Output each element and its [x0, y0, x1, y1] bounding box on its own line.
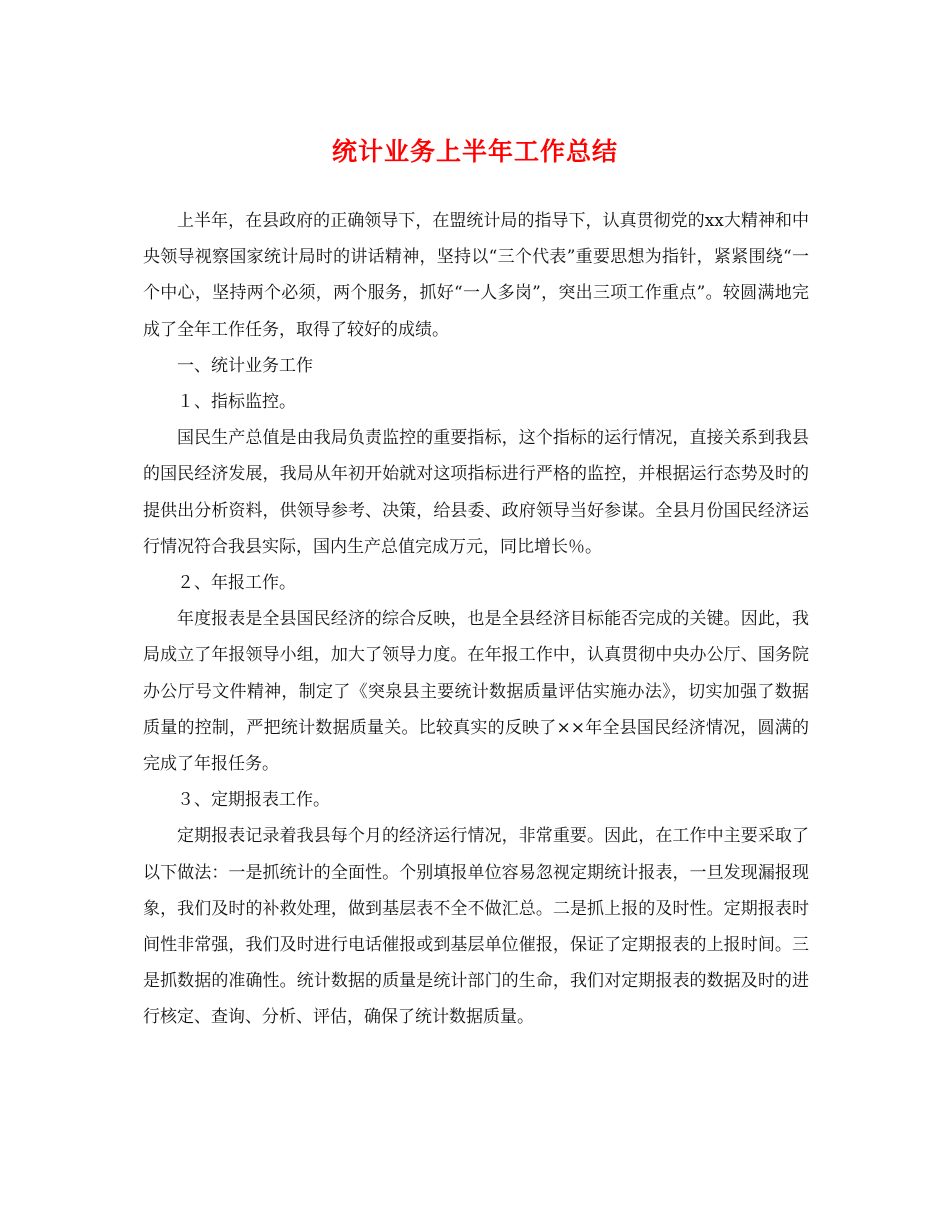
paragraph-intro: 上半年，在县政府的正确领导下，在盟统计局的指导下，认真贯彻党的xx大精神和中央领导视察国家统计局时的讲话精神，坚持以“三个代表”重要思想为指针，紧紧围绕“一个中心，坚持两个必须，两个服务，抓好“一人多岗”，突出三项工作重点”。较圆满地完成了全年工作任务，取得了较好的成绩。: [143, 211, 809, 340]
document-title: 统计业务上半年工作总结: [331, 137, 618, 166]
paragraph-periodic-report: 定期报表记录着我县每个月的经济运行情况，非常重要。因此，在工作中主要采取了以下做法：一是抓统计的全面性。个别填报单位容易忽视定期统计报表，一旦发现漏报现象，我们及时的补救处理，做到基层表不全不做汇总。二是抓上报的及时性。定期报表时间性非常强，我们及时进行电话催报或到基层单位催报，保证了定期报表的上报时间。三是抓数据的准确性。统计数据的质量是统计部门的生命，我们对定期报表的数据及时的进行核定、查询、分析、评估，确保了统计数据质量。: [143, 826, 809, 1028]
subheading-periodic-report: ３、定期报表工作。: [177, 790, 330, 811]
document-body: [143, 203, 809, 1036]
paragraph-indicator-monitoring: 国民生产总值是由我局负责监控的重要指标，这个指标的运行情况，直接关系到我县的国民经济发展，我局从年初开始就对这项指标进行严格的监控，并根据运行态势及时的提供出分析资料，供领导参考、决策，给县委、政府领导当好参谋。全县月份国民经济运行情况符合我县实际，国内生产总值完成万元，同比增长％。: [143, 428, 809, 557]
subheading-indicator-monitoring: １、指标监控。: [177, 392, 296, 413]
subheading-annual-report: ２、年报工作。: [177, 573, 296, 594]
paragraph-annual-report: 年度报表是全县国民经济的综合反映，也是全县经济目标能否完成的关键。因此，我局成立了年报领导小组，加大了领导力度。在年报工作中，认真贯彻中央办公厅、国务院办公厅号文件精神，制定了《突泉县主要统计数据质量评估实施办法》，切实加强了数据质量的控制，严把统计数据质量关。比较真实的反映了××年全县国民经济情况，圆满的完成了年报任务。: [143, 609, 809, 775]
section-heading-statistics-work: 一、统计业务工作: [177, 355, 313, 376]
